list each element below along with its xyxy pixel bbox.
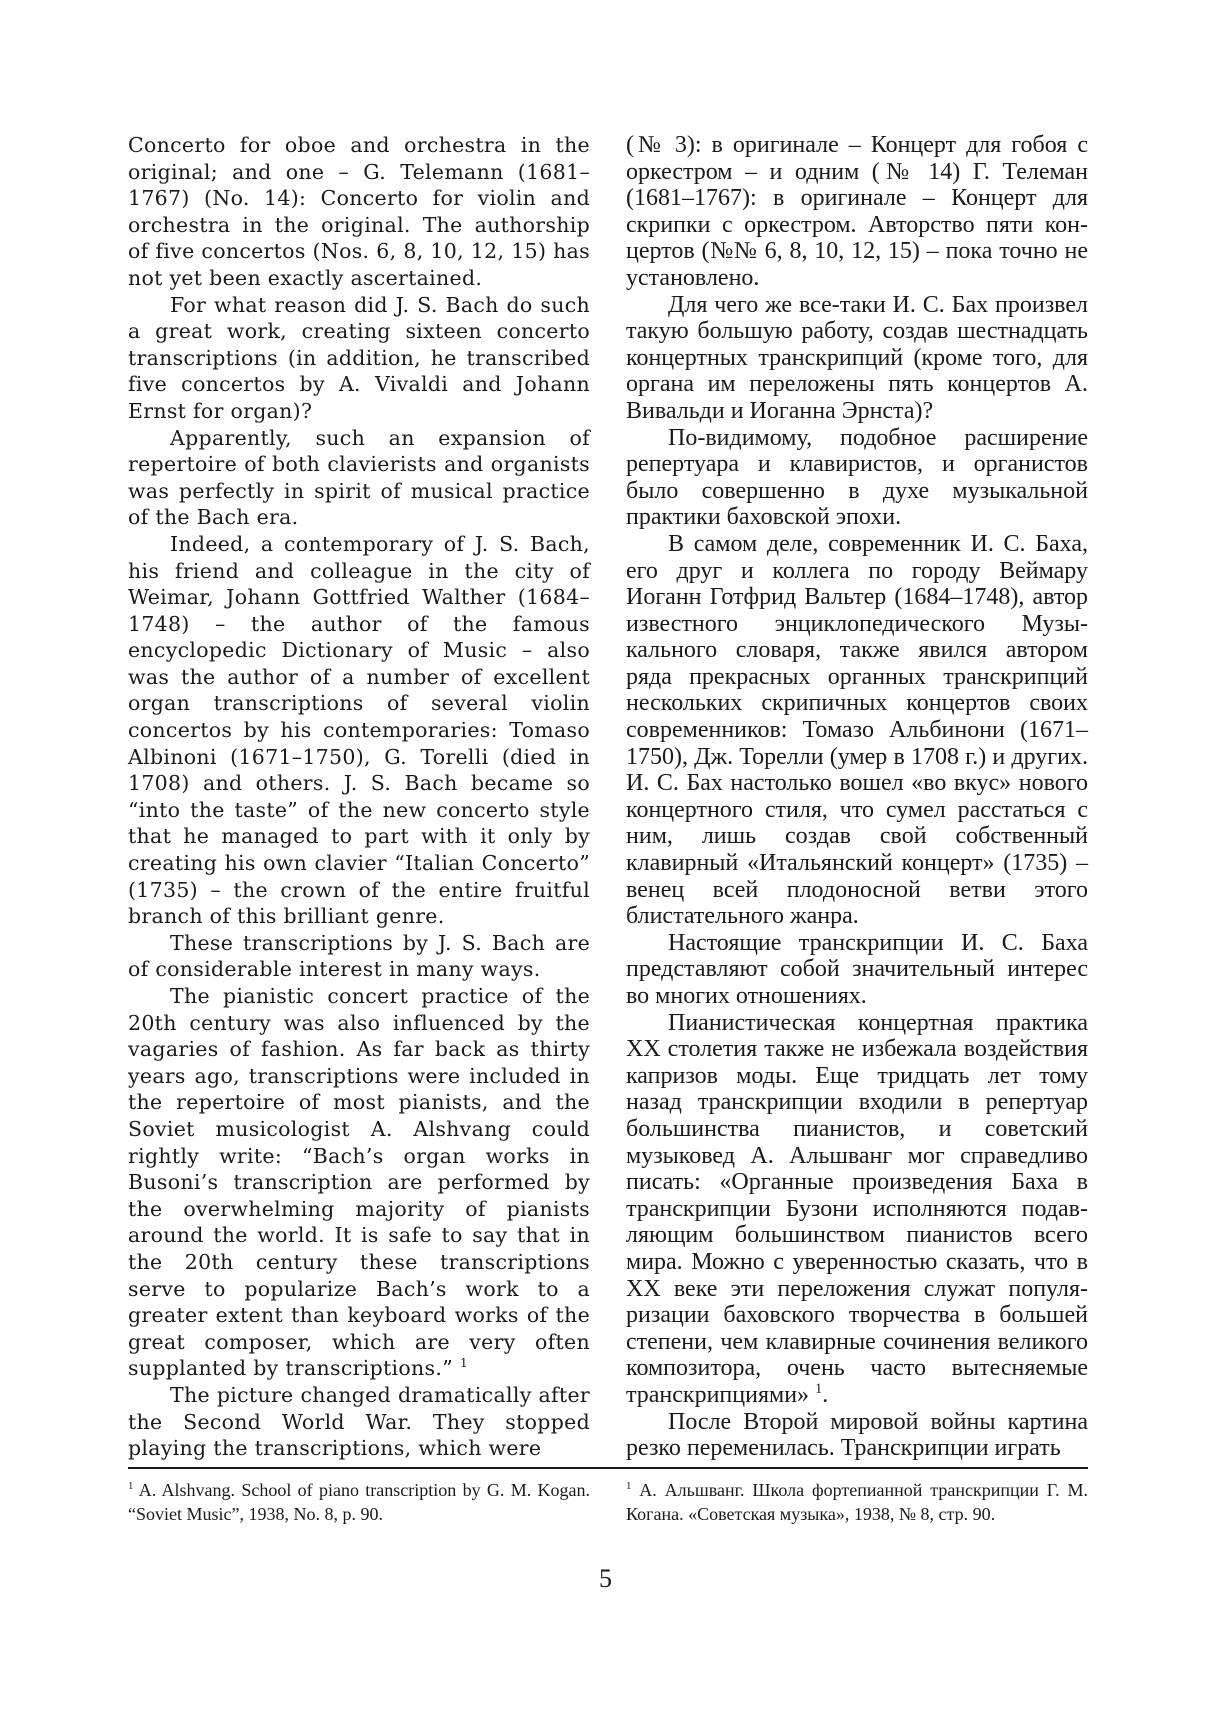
footnote-divider (128, 1467, 1088, 1469)
en-footnote-ref: 1 (459, 1356, 468, 1371)
ru-paragraph-2: Для чего же все-таки И. С. Бах произвел такую большую работу, создав шестнадцать концертных транскрипций (кроме того, для органа им переложены пять концертов А. Вивальди и Иоганна Эрнста)? (626, 291, 1088, 424)
en-paragraph-1: Concerto for oboe and orchestra in the original; and one – G. Telemann (1681–1767) (No. 14): Concerto for violin and orchestra in the original. The authorship of five concertos (Nos. 6, 8, 10, 12, 15) has not yet been exactly ascertained. (128, 133, 590, 290)
ru-footnote-mark: 1 (626, 1480, 632, 1492)
ru-paragraph-7: После Второй мировой войны картина резко переменилась. Транскрипции играть (626, 1408, 1088, 1462)
page-number: 5 (599, 1564, 612, 1593)
ru-paragraph-5: Настоящие транскрипции И. С. Баха представляют собой значительный интерес во многих отношениях. (626, 929, 1088, 1009)
ru-footnote-text: А. Альшванг. Школа фортепианной транскрипции Г. М. Когана. «Советская музыка», 1938, № 8, стр. 90. (626, 1480, 1089, 1524)
english-column (128, 132, 590, 1462)
en-footnote-text: A. Alshvang. School of piano transcription by G. M. Kogan. “Soviet Music”, 1938, No. 8, p. 90. (128, 1480, 590, 1524)
en-footnote (128, 1478, 590, 1526)
ru-paragraph-6-text: Пианистическая концертная практика XX столетия также не избежала воздействия капризов моды. Еще тридцать лет тому назад транскрипции входили в репертуар большинства пианистов, и советский музыковед А. Альшванг мог справедливо писать: «Органные произведения Баха в транскрипции Бузони исполняются подавляющим большинством пианистов всего мира. Можно с уверенностью сказать, что в XX веке эти переложения служат популяризации баховского творчества в большей степени, чем клавирные сочинения великого композитора, очень часто вытесняемые транскрипциями» (626, 1009, 1088, 1408)
ru-footnote-ref: 1 (815, 1380, 823, 1397)
ru-paragraph-3: По-видимому, подобное расширение репертуара и клавиристов, и органистов было совершенно в духе музыкальной практики баховской эпохи. (626, 424, 1088, 531)
ru-paragraph-6: Пианистическая концертная практика XX столетия также не избежала воздействия капризов моды. Еще тридцать лет тому назад транскрипции входили в репертуар большинства пианистов, и советский музыковед А. Альшванг мог справедливо писать: «Органные произведения Баха в транскрипции Бузони исполняются подавляющим большинством пианистов всего мира. Можно с уверенностью сказать, что в XX веке эти переложения служат популяризации баховского творчества в большей степени, чем клавирные сочинения великого композитора, очень часто вытесняемые транскрипциями» $^1$. (626, 1009, 1088, 1408)
ru-paragraph-4: В самом деле, современник И. С. Баха, его друг и коллега по городу Веймару Иоганн Готфрид Вальтер (1684–1748), автор известного энциклопедического Музыкального словаря, также явился автором ряда прекрасных органных транскрипций нескольких скрипичных концертов своих современников: Томазо Альбинони (1671–1750), Дж. Торелли (умер в 1708 г.) и других. И. С. Бах настолько вошел «во вкус» нового концертного стиля, что сумел расстаться с ним, лишь создав свой собственный клавирный «Итальянский концерт» (1735) – венец всей плодоносной ветви этого блистательного жанра. (626, 530, 1088, 930)
ru-footnote (626, 1478, 1088, 1526)
en-paragraph-6-text: The pianistic concert practice of the 20th century was also influenced by the vagaries of fashion. As far back as thirty years ago, transcriptions were included in the repertoire of most pianists, and the Soviet musicologist A. Alshvang could rightly write: “Bach’s organ works in Busoni’s transcription are performed by the overwhelming majority of pianists around the world. It is safe to say that in the 20th century these transcriptions serve to popularize Bach’s work to a greater extent than keyboard works of the great composer, which are very often supplanted by transcriptions.” (128, 984, 590, 1381)
en-paragraph-5: These transcriptions by J. S. Bach are of considerable interest in many ways. (128, 930, 590, 982)
en-paragraph-2: For what reason did J. S. Bach do such a great work, creating sixteen concerto transcriptions (in addition, he transcribed five concertos by A. Vivaldi and Johann Ernst for organ)? (128, 292, 590, 423)
en-paragraph-4: Indeed, a contemporary of J. S. Bach, his friend and colleague in the city of Weimar, Johann Gottfried Walther (1684–1748) – the author of the famous encyclopedic Dictionary of Music – also was the author of a number of excellent organ transcriptions of several violin concertos by his contemporaries: Tomaso Albinoni (1671–1750), G. Torelli (died in 1708) and others. J. S. Bach became so “into the taste” of the new concerto style that he managed to part with it only by creating his own clavier “Italian Concerto” (1735) – the crown of the entire fruitful branch of this brilliant genre. (128, 531, 590, 929)
en-paragraph-6 (128, 983, 590, 1382)
en-paragraph-3: Apparently, such an expansion of repertoire of both clavierists and organists was perfectly in spirit of musical practice of the Bach era. (128, 425, 590, 530)
ru-paragraph-1: (№ 3): в оригинале – Концерт для гобоя с оркестром – и одним (№ 14) Г. Телеман (1681–1767): в оригинале – Концерт для скрипки с оркестром. Авторство пяти концертов (№№ 6, 8, 10, 12, 15) – пока точно не установлено. (626, 132, 1088, 291)
en-paragraph-7: The picture changed dramatically after the Second World War. They stopped playing the transcriptions, which were (128, 1382, 590, 1461)
en-footnote-mark: 1 (128, 1480, 134, 1492)
russian-column (626, 132, 1088, 1462)
